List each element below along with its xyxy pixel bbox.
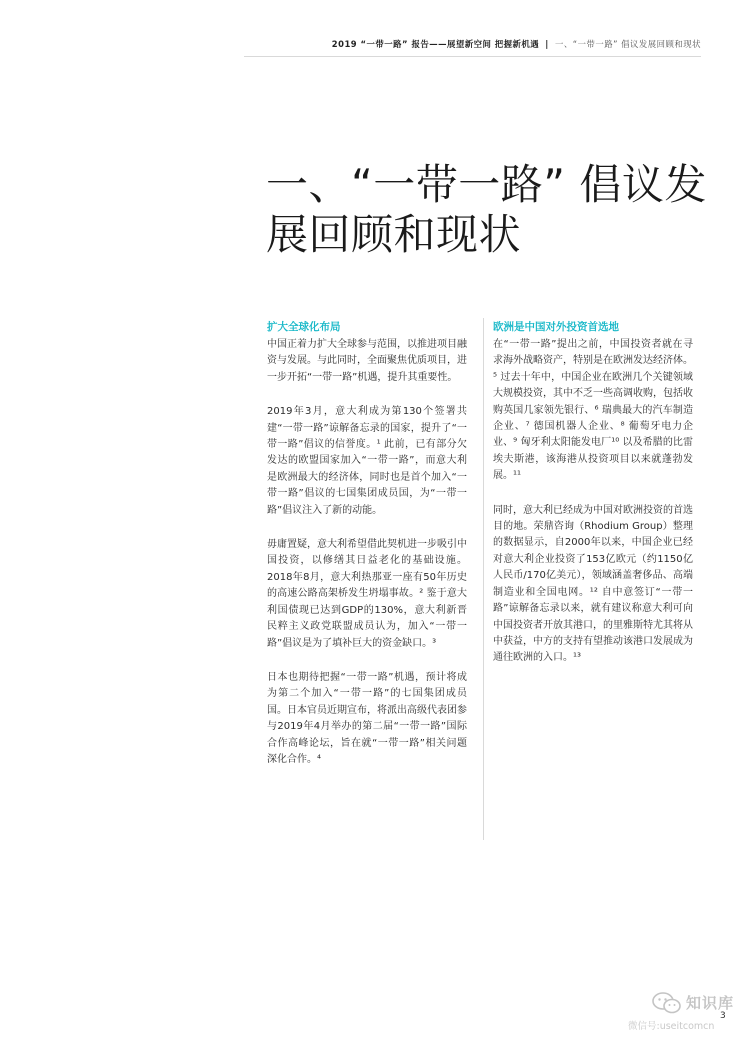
paragraph: 在“一带一路”提出之前，中国投资者就在寻求海外战略资产，特别是在欧洲发达经济体。⁵ 过去十年中，中国企业在欧洲几个关键领域大规模投资，其中不乏一些高调收购，包括收购英国几家领先银行、⁶ 瑞典最大的汽车制造企业、⁷ 德国机器人企业、⁸ 葡萄牙电力企业、⁹ 匈牙利太阳能发电厂¹⁰ 以及希腊的比雷埃夫斯港，该海港从投资项目以来就蓬勃发展。¹¹ — [493, 339, 693, 482]
paragraph: 毋庸置疑，意大利希望借此契机进一步吸引中国投资，以修缮其日益老化的基础设施。2018年8月，意大利热那亚一座有50年历史的高速公路高架桥发生坍塌事故。² 鉴于意大利国债现已达到GDP的130%，意大利新晋民粹主义政党联盟成员认为，加入“一带一路”倡议是为了填补巨大的资金缺口。³ — [267, 539, 467, 649]
chapter-title: 一、“一带一路” 倡议发展回顾和现状 — [266, 160, 707, 259]
watermark-subtitle: 微信号:useitcomcn — [628, 1021, 715, 1032]
report-title: 2019 “一带一路” 报告——展望新空间 把握新机遇 — [331, 39, 540, 49]
paragraph: 日本也期待把握“一带一路”机遇，预计将成为第二个加入“一带一路”的七国集团成员国。日本官员近期宣布，将派出高级代表团参与2019年4月举办的第二届“一带一路”国际合作高峰论坛，旨在就“一带一路”相关问题深化合作。⁴ — [267, 671, 467, 765]
header-rule — [244, 56, 701, 57]
header-separator: | — [545, 39, 549, 49]
running-header — [101, 38, 701, 50]
right-subhead: 欧洲是中国对外投资首选地 — [493, 321, 619, 333]
paragraph: 2019年3月，意大利成为第130个签署共建“一带一路”谅解备忘录的国家，提升了“一带一路”倡议的信誉度。¹ 此前，已有部分欠发达的欧盟国家加入“一带一路”，而意大利是欧洲最大的经济体，同时也是首个加入“一带一路”倡议的七国集团成员国，为“一带一路”倡议注入了新的动能。 — [267, 406, 467, 516]
section-name: 一、“一带一路” 倡议发展回顾和现状 — [555, 39, 701, 49]
paragraph: 中国正着力扩大全球参与范围，以推进项目融资与发展。与此同时，全面聚焦优质项目，进一步开拓“一带一路”机遇，提升其重要性。 — [267, 339, 467, 383]
paragraph: 同时，意大利已经成为中国对欧洲投资的首选目的地。荣鼎咨询（Rhodium Group）整理的数据显示，自2000年以来，中国企业已经对意大利企业投资了153亿欧元（约1150亿人民币/170亿美元），领域涵盖奢侈品、高端制造业和全国电网。¹² 自中意签订“一带一路”谅解备忘录以来，就有建议称意大利可向中国投资者开放其港口，的里雅斯特尤其将从中获益，中方的支持有望推动该港口发展成为通往欧洲的入口。¹³ — [493, 504, 693, 664]
column-divider — [483, 318, 484, 840]
right-column — [493, 320, 693, 685]
left-column — [267, 320, 467, 786]
wechat-icon — [652, 992, 682, 1014]
watermark — [628, 990, 740, 1038]
watermark-title: 知识库 — [686, 994, 735, 1012]
left-subhead: 扩大全球化布局 — [267, 321, 341, 333]
page-number: 3 — [720, 1011, 726, 1021]
